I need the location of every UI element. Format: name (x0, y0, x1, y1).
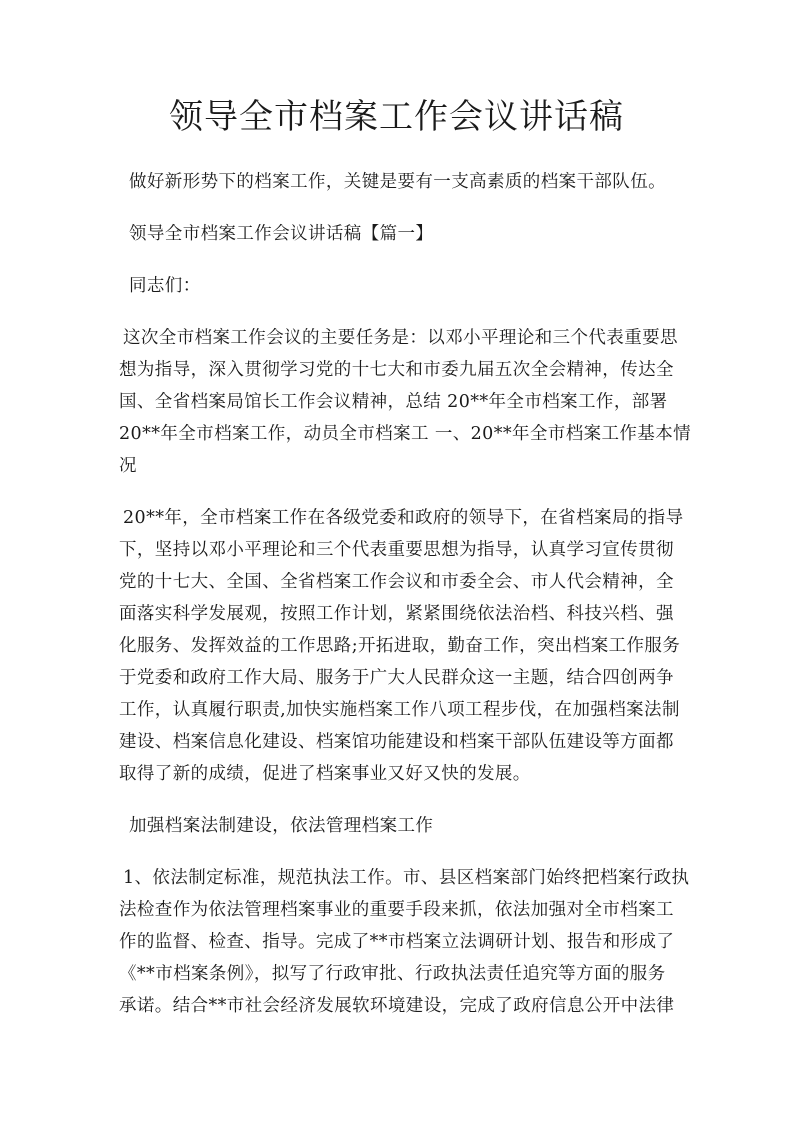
paragraph-legal-standards (119, 862, 690, 1022)
text-line: 化服务、发挥效益的工作思路;开拓进取，勤奋工作，突出档案工作服务 (119, 636, 681, 656)
paragraph-subheading (119, 810, 677, 842)
text-line: 做好新形势下的档案工作，关键是要有一支高素质的档案干部队伍。 (129, 172, 666, 192)
document-title: 领导全市档案工作会议讲话稿 (169, 97, 624, 137)
text-line: 20**年全市档案工作，动员全市档案工 一、20**年全市档案工作基本情 (119, 424, 691, 444)
text-line: 国、全省档案局馆长工作会议精神，总结 20**年全市档案工作，部署 (119, 392, 668, 412)
text-line: 党的十七大、全国、全省档案工作会议和市委全会、市人代会精神，全 (119, 572, 674, 592)
text-line: 作的监督、检查、指导。完成了**市档案立法调研计划、报告和形成了 (119, 932, 675, 952)
text-line: 同志们： (129, 276, 201, 296)
paragraph-salutation (119, 270, 677, 302)
text-line: 领导全市档案工作会议讲话稿【篇一】 (129, 224, 434, 244)
text-line: 面落实科学发展观，按照工作计划，紧紧围绕依法治档、科技兴档、强 (119, 604, 674, 624)
text-line: 工作，认真履行职责,加快实施档案工作八项工程步伐，在加强档案法制 (119, 700, 680, 720)
text-line: 这次全市档案工作会议的主要任务是：以邓小平理论和三个代表重要思 (123, 328, 678, 348)
paragraph-main-tasks (119, 322, 691, 482)
text-line: 建设、档案信息化建设、档案馆功能建设和档案干部队伍建设等方面都 (119, 732, 674, 752)
text-line: 承诺。结合**市社会经济发展软环境建设，完成了政府信息公开中法律 (119, 996, 675, 1016)
text-line: 下，坚持以邓小平理论和三个代表重要思想为指导，认真学习宣传贯彻 (119, 540, 674, 560)
document-body (119, 166, 691, 1022)
text-line: 想为指导，深入贯彻学习党的十七大和市委九届五次全会精神，传达全 (119, 360, 674, 380)
text-line: 于党委和政府工作大局、服务于广大人民群众这一主题，结合四创两争 (119, 668, 674, 688)
text-line: 《**市档案条例》，拟写了行政审批、行政执法责任追究等方面的服务 (119, 964, 666, 984)
text-line: 法检查作为依法管理档案事业的重要手段来抓，依法加强对全市档案工 (119, 900, 674, 920)
text-line: 取得了新的成绩，促进了档案事业又好又快的发展。 (119, 764, 531, 784)
paragraph-intro (119, 166, 677, 198)
paragraph-section-heading (119, 218, 677, 250)
text-line: 加强档案法制建设，依法管理档案工作 (129, 816, 434, 836)
text-line: 20**年，全市档案工作在各级党委和政府的领导下，在省档案局的指导 (123, 508, 684, 528)
text-line: 1、依法制定标准，规范执法工作。市、县区档案部门始终把档案行政执 (123, 868, 690, 888)
paragraph-summary (119, 502, 684, 790)
text-line: 况 (119, 456, 137, 476)
